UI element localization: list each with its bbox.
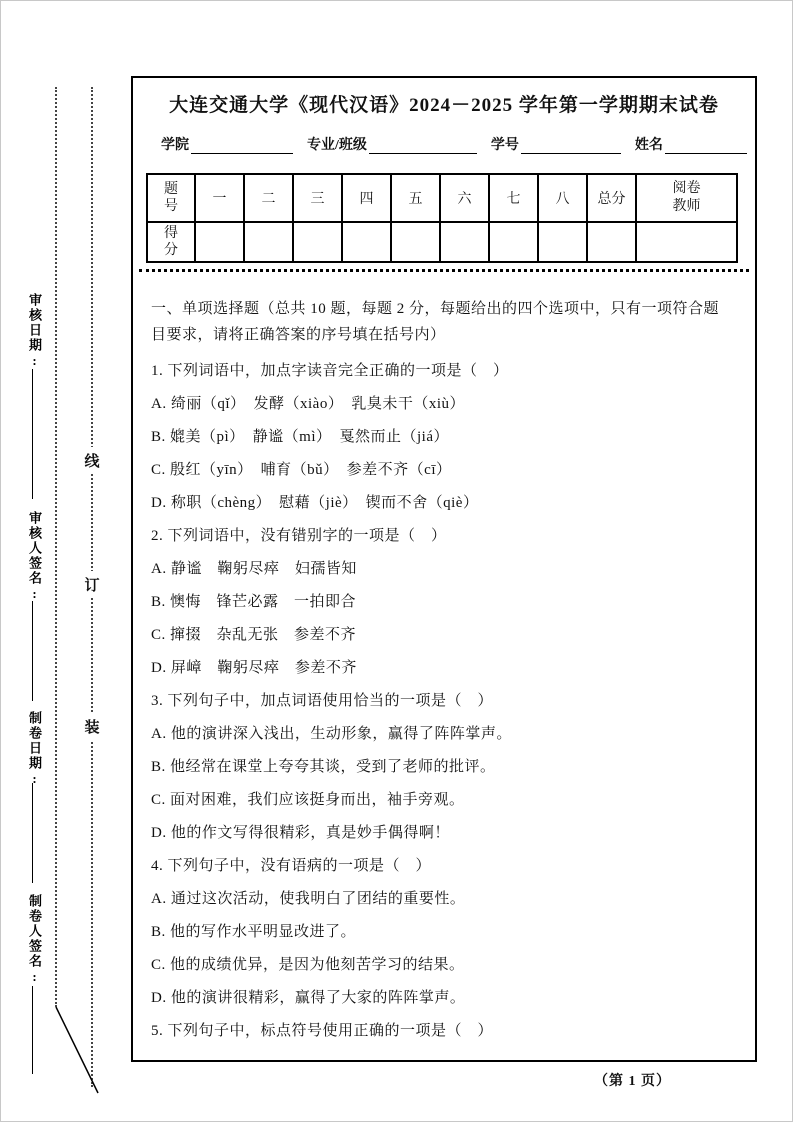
margin-blank-line: [32, 601, 33, 701]
info-label-college: 学院: [161, 138, 189, 153]
question-option: C. 殷红（yīn） 哺育（bǔ） 参差不齐（cī）: [151, 462, 452, 478]
question-option: C. 他的成绩优异，是因为他刻苦学习的结果。: [151, 957, 465, 973]
score-table-header-cell: 总分: [587, 174, 636, 222]
question-line: 5. 下列句子中，标点符号使用正确的一项是（ ）: [151, 1023, 494, 1039]
question-option: D. 他的演讲很精彩，赢得了大家的阵阵掌声。: [151, 990, 466, 1006]
exam-frame: [131, 76, 757, 1062]
question-option: B. 他的写作水平明显改进了。: [151, 924, 357, 940]
score-table-header-cell: 一: [195, 174, 244, 222]
question-line: 3. 下列句子中，加点词语使用恰当的一项是（ ）: [151, 693, 494, 709]
student-id-blank-field: [521, 138, 621, 154]
score-row-label-cell: [147, 222, 195, 262]
question-option: D. 他的作文写得很精彩，真是妙手偶得啊！: [151, 825, 450, 841]
college-blank-field: [191, 138, 293, 154]
question-option: A. 通过这次活动，使我明白了团结的重要性。: [151, 891, 466, 907]
score-cell-empty: [636, 222, 737, 262]
page-title: 大连交通大学《现代汉语》2024－2025 学年第一学期期末试卷: [169, 95, 719, 116]
score-cell-empty: [391, 222, 440, 262]
dotted-separator: [139, 269, 749, 272]
score-cell-empty: [538, 222, 587, 262]
score-label: 得分: [163, 226, 178, 258]
score-table-grader-cell: [636, 174, 737, 222]
name-blank-field: [665, 138, 747, 154]
question-option: B. 他经常在课堂上夸夸其谈，受到了老师的批评。: [151, 759, 496, 775]
question-line: 1. 下列词语中，加点字读音完全正确的一项是（ ）: [151, 363, 509, 379]
margin-blank-line: [32, 783, 33, 883]
question-option: B. 媲美（pì） 静谧（mì） 戛然而止（jiá）: [151, 429, 450, 445]
question-option: B. 懊悔 锋芒必露 一拍即合: [151, 594, 357, 610]
score-cell-empty: [244, 222, 293, 262]
margin-field-reviewer-signature: 审核人签名:: [27, 511, 42, 603]
question-option: D. 称职（chèng） 慰藉（jiè） 锲而不舍（qiè）: [151, 495, 479, 511]
score-table-corner-cell: [147, 174, 195, 222]
info-label-major-class: 专业/班级: [307, 138, 367, 153]
score-cell-empty: [293, 222, 342, 262]
score-cell-empty: [342, 222, 391, 262]
margin-field-maker-signature: 制卷人签名:: [27, 894, 42, 986]
question-line: 2. 下列词语中，没有错别字的一项是（ ）: [151, 528, 447, 544]
score-table-header-cell: 四: [342, 174, 391, 222]
question-option: A. 静谧 鞠躬尽瘁 妇孺皆知: [151, 561, 357, 577]
major-class-blank-field: [369, 138, 477, 154]
score-table-header-cell: 五: [391, 174, 440, 222]
margin-blank-line: [32, 369, 33, 499]
score-table-header-cell: 三: [293, 174, 342, 222]
question-option: A. 他的演讲深入浅出，生动形象，赢得了阵阵掌声。: [151, 726, 512, 742]
score-table-header-cell: 六: [440, 174, 489, 222]
margin-field-review-date: 审核日期:: [27, 293, 42, 370]
score-table-header-cell: 二: [244, 174, 293, 222]
question-option: C. 撺掇 杂乱无张 参差不齐: [151, 627, 357, 643]
question-line: 4. 下列句子中，没有语病的一项是（ ）: [151, 858, 432, 874]
margin-blank-line: [32, 986, 33, 1074]
section-one-intro: 一、单项选择题（总共 10 题，每题 2 分，每题给出的四个选项中，只有一项符合题目要求，请将正确答案的序号填在括号内）: [151, 301, 720, 343]
score-cell-empty: [440, 222, 489, 262]
score-table-header-cell: 八: [538, 174, 587, 222]
corner-label: 题号: [163, 182, 178, 214]
margin-field-making-date: 制卷日期:: [27, 711, 42, 788]
grader-label: 阅卷教师: [672, 181, 701, 214]
score-table: [146, 173, 738, 263]
score-cell-empty: [195, 222, 244, 262]
binding-char-zhuang: 装: [82, 713, 102, 740]
info-label-student-id: 学号: [490, 138, 519, 153]
question-option: A. 绮丽（qǐ） 发酵（xiào） 乳臭未干（xiù）: [151, 396, 465, 412]
question-option: C. 面对困难，我们应该挺身而出，袖手旁观。: [151, 792, 465, 808]
binding-dotted-line-inner: [55, 87, 57, 1007]
page-number-footer: （第 1 页）: [594, 1074, 671, 1089]
info-label-name: 姓名: [634, 138, 663, 153]
score-cell-empty: [587, 222, 636, 262]
score-cell-empty: [489, 222, 538, 262]
binding-char-xian: 线: [82, 447, 102, 474]
exam-content: [151, 296, 731, 1048]
binding-char-ding: 订: [82, 571, 102, 598]
student-info-line: [161, 134, 739, 154]
question-option: D. 屏嶂 鞠躬尽瘁 参差不齐: [151, 660, 357, 676]
score-table-header-cell: 七: [489, 174, 538, 222]
